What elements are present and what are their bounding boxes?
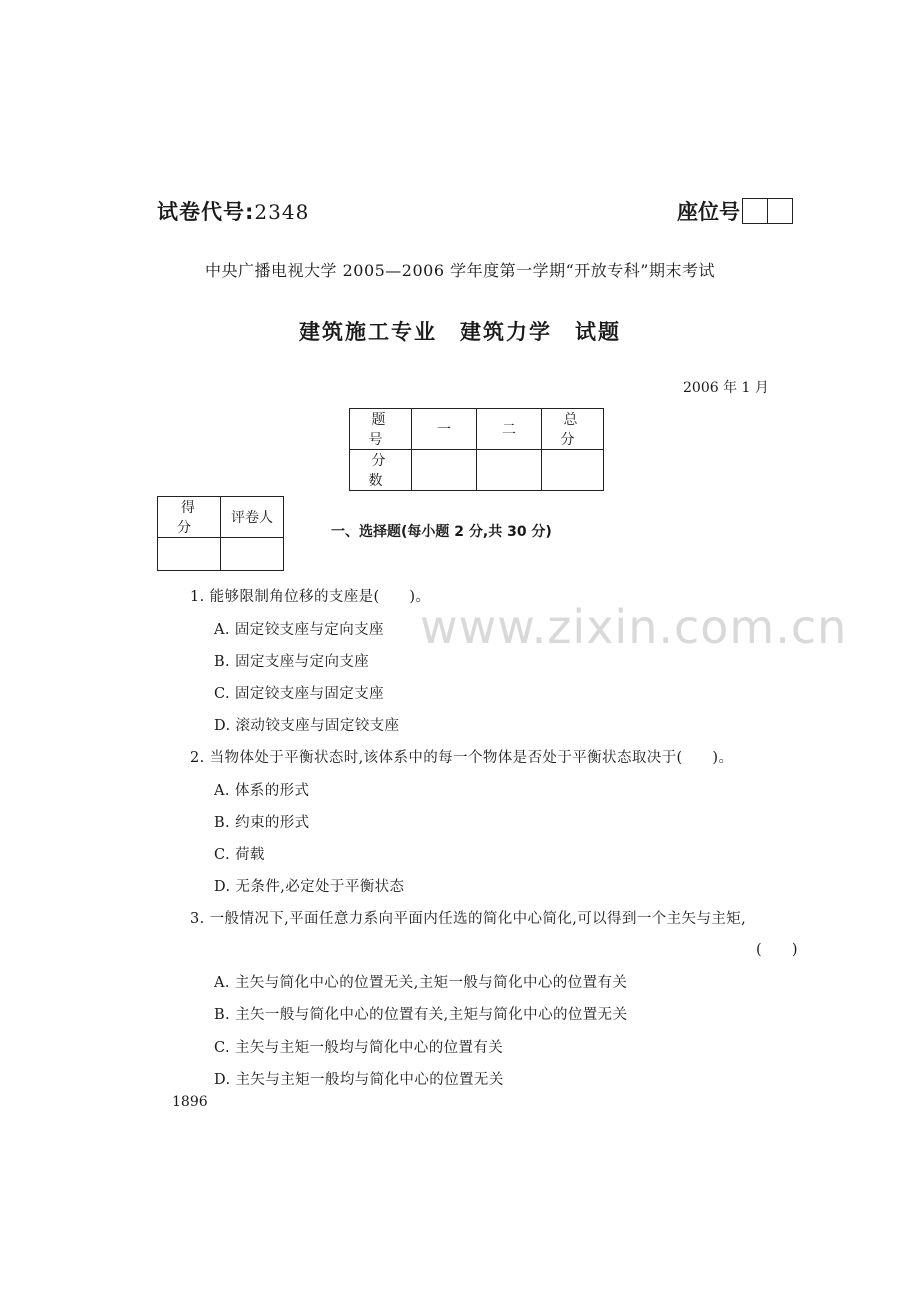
page-number: 1896 — [172, 1094, 208, 1110]
question-2-option-b: B. 约束的形式 — [214, 815, 310, 831]
question-2-option-d: D. 无条件,必定处于平衡状态 — [214, 879, 405, 895]
question-3-answer-paren: ( ) — [756, 942, 798, 958]
score-table-cell: 分 数 — [350, 450, 412, 491]
score-table-row — [350, 450, 604, 491]
question-1-option-d: D. 滚动铰支座与固定铰支座 — [214, 718, 400, 734]
question-1-option-b: B. 固定支座与定向支座 — [214, 654, 370, 670]
watermark: www.zixin.com.cn — [420, 600, 848, 654]
question-2-option-c: C. 荷载 — [214, 847, 265, 863]
paper-code-number: 2348 — [254, 200, 310, 224]
score-input-cell[interactable] — [412, 450, 477, 491]
score-input-cell[interactable] — [477, 450, 542, 491]
seat-label: 座位号 — [677, 200, 740, 224]
question-2-option-a: A. 体系的形式 — [214, 783, 310, 799]
seat-number — [677, 196, 793, 226]
grader-input-cell[interactable] — [221, 538, 284, 571]
exam-date: 2006 年 1 月 — [683, 380, 769, 396]
grader-table-row — [158, 497, 284, 538]
grader-table — [157, 496, 284, 571]
score-table-cell: 总 分 — [542, 409, 604, 450]
question-3-option-a: A. 主矢与简化中心的位置无关,主矩一般与简化中心的位置有关 — [214, 975, 628, 991]
seat-box[interactable] — [743, 199, 767, 223]
score-table — [349, 408, 612, 491]
question-2: 2. 当物体处于平衡状态时,该体系中的每一个物体是否处于平衡状态取决于( )。 — [190, 750, 734, 766]
grader-table-row — [158, 538, 284, 571]
section-heading: 一、选择题(每小题 2 分,共 30 分) — [331, 524, 552, 540]
paper-code — [157, 196, 309, 226]
seat-number-boxes[interactable] — [742, 198, 793, 224]
grader-table-header: 得 分 — [158, 497, 221, 538]
score-table-cell: 二 — [477, 409, 542, 450]
question-1-option-a: A. 固定铰支座与定向支座 — [214, 622, 384, 638]
grader-input-cell[interactable] — [158, 538, 221, 571]
question-3: 3. 一般情况下,平面任意力系向平面内任选的简化中心简化,可以得到一个主矢与主矩, — [190, 911, 747, 927]
university-line: 中央广播电视大学 2005—2006 学年度第一学期“开放专科”期末考试 — [205, 261, 715, 280]
seat-box[interactable] — [767, 199, 792, 223]
exam-title: 建筑施工专业 建筑力学 试题 — [299, 320, 621, 344]
question-1: 1. 能够限制角位移的支座是( )。 — [190, 589, 431, 605]
score-table-row — [350, 409, 604, 450]
score-table-cell: 题 号 — [350, 409, 412, 450]
score-table-cell: 一 — [412, 409, 477, 450]
question-3-option-d: D. 主矢与主矩一般均与简化中心的位置无关 — [214, 1072, 504, 1088]
grader-table-header: 评卷人 — [221, 497, 284, 538]
question-1-option-c: C. 固定铰支座与固定支座 — [214, 686, 384, 702]
paper-code-label: 试卷代号: — [157, 200, 255, 224]
question-3-option-b: B. 主矢一般与简化中心的位置有关,主矩与简化中心的位置无关 — [214, 1007, 628, 1023]
score-input-cell[interactable] — [542, 450, 604, 491]
question-3-option-c: C. 主矢与主矩一般均与简化中心的位置有关 — [214, 1040, 504, 1056]
